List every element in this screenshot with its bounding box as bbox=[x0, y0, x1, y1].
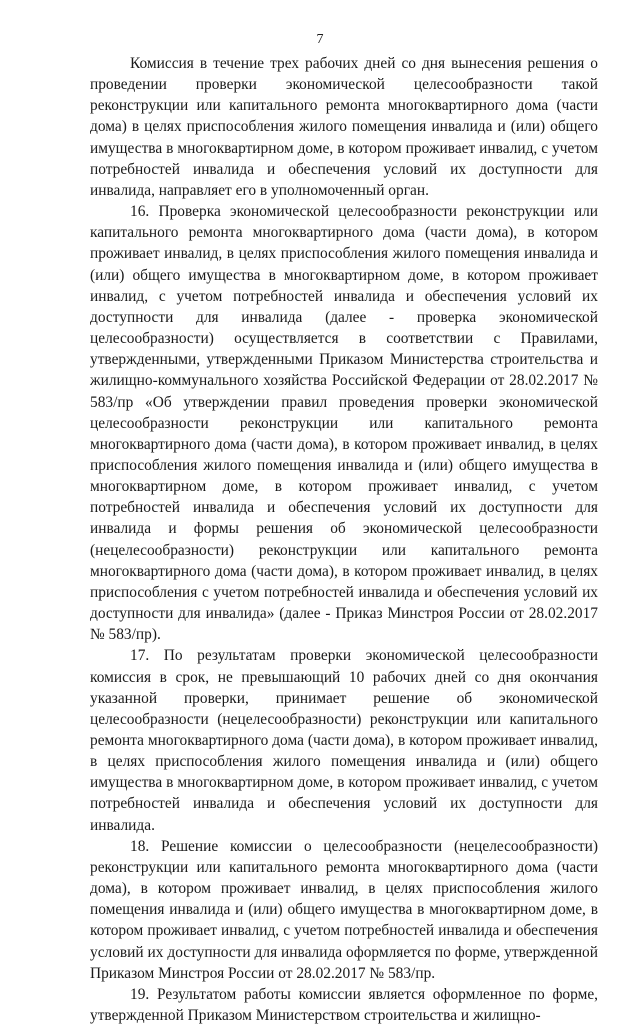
document-body bbox=[90, 53, 598, 1026]
paragraph-19: 19. Результатом работы комиссии является оформленное по форме, утвержденной Приказом Министерством строительства и жилищно- bbox=[90, 985, 598, 1025]
paragraph-16: 16. Проверка экономической целесообразности реконструкции или капитального ремонта многоквартирного дома (части дома), в котором проживает инвалид, в целях приспособления жилого помещения инвалида и (или) общего имущества в многоквартирном доме, в котором проживает инвалид, с учетом потребностей инвалида и обеспечения условий их доступности для инвалида (далее - проверка экономической целесообразности) осуществляется в соответствии с Правилами, утвержденными, утвержденными Приказом Министерства строительства и жилищно-коммунального хозяйства Российской Федерации от 28.02.2017 № 583/пр «Об утверждении правил проведения проверки экономической целесообразности реконструкции или капитального ремонта многоквартирного дома (части дома), в котором проживает инвалид, в целях приспособления жилого помещения инвалида и (или) общего имущества в многоквартирном доме, в котором проживает инвалид, с учетом потребностей инвалида и обеспечения условий их доступности для инвалида и формы решения об экономической целесообразности (нецелесообразности) реконструкции или капитального ремонта многоквартирного дома (части дома), в котором проживает инвалид, в целях приспособления с учетом потребностей инвалида и обеспечения условий их доступности для инвалида» (далее - Приказ Минстроя России от 28.02.2017 № 583/пр). bbox=[90, 203, 598, 644]
paragraph-17: 17. По результатам проверки экономической целесообразности комиссия в срок, не превышающий 10 рабочих дней со дня окончания указанной проверки, принимает решение об экономической целесообразности (нецелесообразности) реконструкции или капитального ремонта многоквартирного дома (части дома), в котором проживает инвалид, в целях приспособления жилого помещения инвалида и (или) общего имущества в многоквартирном доме, в котором проживает инвалид, с учетом потребностей инвалида и обеспечения условий их доступности для инвалида. bbox=[90, 647, 598, 834]
paragraph-commission-notice: Комиссия в течение трех рабочих дней со дня вынесения решения о проведении проверки экономической целесообразности такой реконструкции или капитального ремонта многоквартирного дома (части дома) в целях приспособления жилого помещения инвалида и (или) общего имущества в многоквартирном доме, в котором проживает инвалид, с учетом потребностей инвалида и обеспечения условий их доступности для инвалида, направляет его в уполномоченный орган. bbox=[90, 55, 598, 199]
page-number: 7 bbox=[316, 32, 324, 47]
paragraph-18: 18. Решение комиссии о целесообразности (нецелесообразности) реконструкции или капитального ремонта многоквартирного дома (части дома), в котором проживает инвалид, в целях приспособления жилого помещения инвалида и (или) общего имущества в многоквартирном доме, в котором проживает инвалид, с учетом потребностей инвалида и обеспечения условий их доступности для инвалида оформляется по форме, утвержденной Приказом Минстроя России от 28.02.2017 № 583/пр. bbox=[90, 837, 598, 982]
